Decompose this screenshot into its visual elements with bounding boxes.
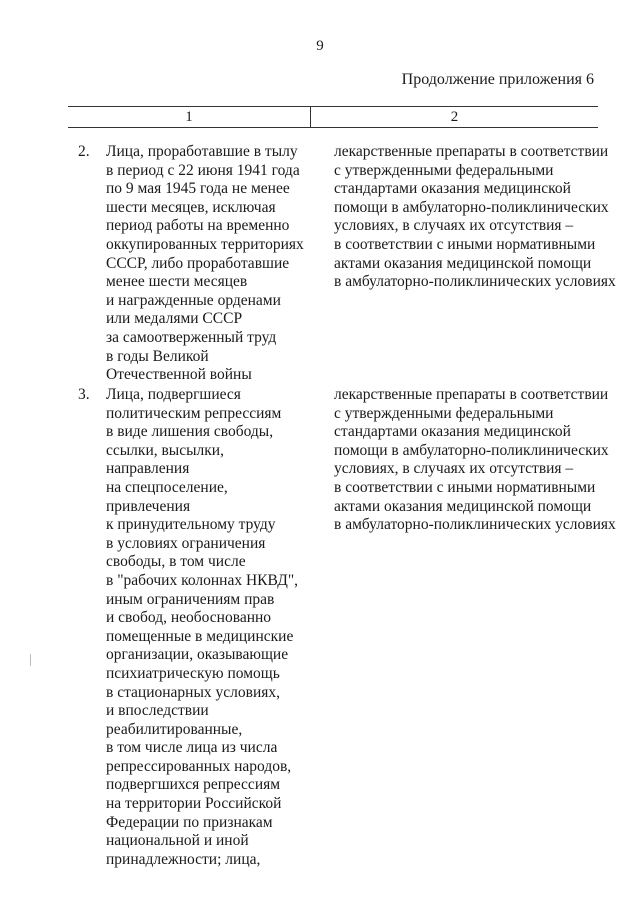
- text-line: на территории Российской: [106, 795, 282, 813]
- text-line: репрессированных народов,: [106, 757, 292, 775]
- text-line: помощи в амбулаторно-поликлинических: [334, 198, 609, 216]
- text-line: лекарственные препараты в соответствии: [334, 143, 609, 160]
- row-category: [106, 143, 310, 385]
- text-line: актами оказания медицинской помощи: [334, 254, 592, 272]
- text-line: шести месяцев, исключая: [106, 198, 276, 216]
- text-line: психиатрическую помощь: [106, 664, 280, 682]
- text-line: по 9 мая 1945 года не менее: [106, 180, 290, 198]
- text-line: за самоотверженный труд: [106, 328, 277, 346]
- text-line: в виде лишения свободы,: [106, 423, 274, 441]
- text-line: период работы на временно: [106, 217, 290, 235]
- text-line: и свобод, необоснованно: [106, 609, 272, 627]
- continuation-title: Продолжение приложения 6: [401, 71, 594, 88]
- text-line: помещенные в медицинские: [106, 627, 294, 645]
- text-line: в амбулаторно-поликлинических условиях: [334, 516, 616, 534]
- text-line: привлечения: [106, 497, 191, 515]
- text-line: к принудительному труду: [106, 516, 276, 534]
- row-provision: [334, 143, 624, 385]
- text-line: менее шести месяцев: [106, 273, 248, 291]
- row-category: [106, 386, 310, 869]
- text-line: оккупированных территориях: [106, 235, 304, 253]
- column-header-2: 2: [450, 109, 459, 125]
- column-header-1: 1: [68, 107, 311, 127]
- text-line: стандартами оказания медицинской: [334, 180, 571, 198]
- text-line: организации, оказывающие: [106, 646, 289, 664]
- table-row: [78, 386, 616, 869]
- text-line: принадлежности; лица,: [106, 850, 261, 868]
- text-line: условиях, в случаях их отсутствия –: [334, 217, 574, 235]
- text-line: в условиях ограничения: [106, 534, 266, 552]
- text-line: СССР, либо проработавшие: [106, 254, 290, 272]
- text-line: или медалями СССР: [106, 310, 243, 328]
- table-row: [78, 143, 616, 385]
- text-line: с утвержденными федеральными: [334, 161, 554, 179]
- row-number: 3.: [78, 386, 90, 403]
- row-number: 2.: [78, 143, 90, 160]
- text-line: в "рабочих колоннах НКВД",: [106, 571, 299, 589]
- text-line: ссылки, высылки,: [106, 441, 224, 459]
- text-line: Федерации по признакам: [106, 813, 273, 831]
- text-line: помощи в амбулаторно-поликлинических: [334, 441, 609, 459]
- text-line: в стационарных условиях,: [106, 683, 280, 701]
- text-line: в соответствии с иными нормативными: [334, 478, 596, 496]
- text-line: направления: [106, 460, 190, 478]
- text-line: и награжденные орденами: [106, 291, 281, 309]
- text-line: условиях, в случаях их отсутствия –: [334, 460, 574, 478]
- text-line: свободы, в том числе: [106, 553, 246, 571]
- text-line: политическим репрессиям: [106, 404, 282, 422]
- row-provision: [334, 386, 624, 869]
- text-line: Отечественной войны: [106, 366, 252, 384]
- text-line: Лица, проработавшие в тылу: [106, 143, 298, 160]
- text-line: Лица, подвергшиеся: [106, 386, 241, 403]
- text-line: в том числе лица из числа: [106, 739, 278, 757]
- text-line: лекарственные препараты в соответствии: [334, 386, 609, 403]
- text-line: и впоследствии: [106, 702, 209, 720]
- text-line: подвергшихся репрессиям: [106, 776, 281, 794]
- text-line: на спецпоселение,: [106, 478, 228, 496]
- margin-mark: [30, 654, 31, 666]
- text-line: в амбулаторно-поликлинических условиях: [334, 273, 616, 291]
- text-line: иным ограничениям прав: [106, 590, 275, 608]
- text-line: стандартами оказания медицинской: [334, 423, 571, 441]
- text-line: в период с 22 июня 1941 года: [106, 161, 300, 179]
- text-line: в соответствии с иными нормативными: [334, 235, 596, 253]
- text-line: реабилитированные,: [106, 720, 243, 738]
- text-line: в годы Великой: [106, 347, 209, 365]
- text-line: актами оказания медицинской помощи: [334, 497, 592, 515]
- text-line: национальной и иной: [106, 832, 249, 850]
- table-header: [68, 106, 598, 128]
- page-number: 9: [316, 38, 324, 54]
- text-line: с утвержденными федеральными: [334, 404, 554, 422]
